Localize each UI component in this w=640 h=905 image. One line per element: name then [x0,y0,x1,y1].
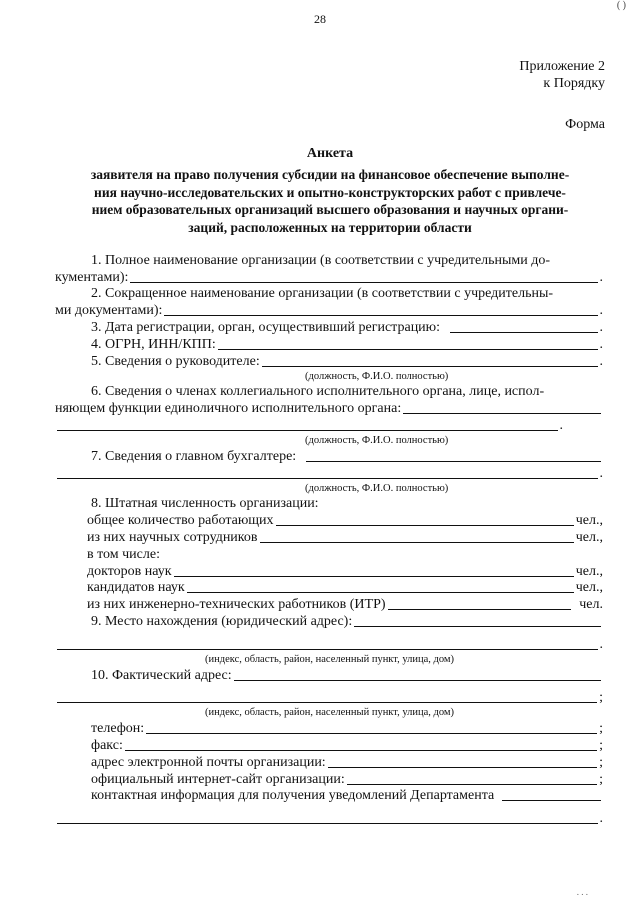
fill-line[interactable] [57,478,598,479]
item-label: из них инженерно-технических работников (ИТР) [87,597,386,613]
questionnaire-body [55,252,603,827]
item-label: факс: [91,737,123,753]
item-including [55,546,603,563]
item-label: няющем функции единоличного исполнительного органа: [55,401,402,417]
fill-line[interactable] [146,733,597,734]
accountant-field[interactable] [55,448,603,465]
board-field[interactable] [55,400,603,417]
legal-address-field[interactable] [55,613,603,630]
phone-field[interactable]: телефон: ; [91,721,603,737]
item-label: докторов наук [87,563,172,579]
unit-label: чел. [575,513,600,529]
item-label: 10. Фактический адрес: [91,667,232,683]
item-label: телефон: [91,721,145,737]
fill-line[interactable] [125,750,597,751]
fill-line[interactable] [262,366,598,367]
item-board [55,384,603,401]
unit-label: чел. [575,529,600,545]
item-label: ми документами): [55,303,163,319]
subtitle-line: заявителя на право получения субсидии на финансовое обеспечение выполне- [90,167,570,182]
item-label: 5. Сведения о руководителе: [91,353,260,369]
fill-line[interactable] [130,282,597,283]
fill-line[interactable] [57,823,598,824]
unit-label: чел. [579,597,603,613]
appendix-line1: Приложение 2 [519,59,605,74]
fill-line[interactable] [174,576,574,577]
caption-position: (должность, Ф.И.О. полностью) [305,482,449,494]
item-label: контактная информация для получения уведомлений Департамента [91,788,495,804]
fill-line[interactable] [276,525,574,526]
fill-line[interactable] [187,592,574,593]
director-field[interactable]: 5. Сведения о руководителе: . [91,353,603,369]
fill-line[interactable] [57,649,598,650]
item-label: из них научных сотрудников [87,529,258,545]
staff-total-field[interactable]: общее количество работающих чел. , [87,513,603,529]
item-label: 2. Сокращенное наименование организации (в соответствии с учредительны- [91,286,554,302]
caption-position: (должность, Ф.И.О. полностью) [305,434,449,446]
item-label: в том числе: [87,546,160,562]
fill-line[interactable] [403,413,601,414]
actual-address-field[interactable] [55,667,603,684]
fill-line[interactable] [164,315,597,316]
item-label: адрес электронной почты организации: [91,754,326,770]
form-label: Форма [565,117,605,132]
full-name-field[interactable]: кументами): . [55,269,603,285]
item-short-name [55,286,603,303]
item-label: 7. Сведения о главном бухгалтере: [91,448,297,464]
document-subtitle [55,166,605,236]
legal-address-field-cont[interactable]: . [55,636,603,653]
contact-field-cont[interactable]: . [55,810,603,827]
caption-address: (индекс, область, район, населенный пункт, улица, дом) [205,707,455,719]
registration-field[interactable]: 3. Дата регистрации, орган, осуществивший регистрацию: . [91,319,603,335]
unit-label: чел. [575,580,600,596]
item-label: официальный интернет-сайт организации: [91,771,345,787]
top-mark: ( ) [616,0,626,11]
staff-doctors-field[interactable]: докторов наук чел. , [87,563,603,579]
fill-line[interactable] [306,461,601,462]
item-staff [55,496,603,513]
accountant-field-cont[interactable]: . [55,465,603,482]
website-field[interactable]: официальный интернет-сайт организации: ; [91,771,603,787]
staff-itr-field[interactable] [55,596,603,613]
short-name-field[interactable]: ми документами): . [55,303,603,319]
subtitle-line: нием образовательных организаций высшего образования и научных органи- [91,202,569,217]
email-field[interactable]: адрес электронной почты организации: ; [91,754,603,770]
caption-position: (должность, Ф.И.О. полностью) [305,370,449,382]
item-label: кандидатов наук [87,580,185,596]
item-label: 8. Штатная численность организации: [91,496,319,512]
staff-scientists-field[interactable]: из них научных сотрудников чел. , [87,529,603,545]
item-label: 3. Дата регистрации, орган, осуществивший регистрацию: [91,319,441,335]
staff-candidates-field[interactable]: кандидатов наук чел. , [87,580,603,596]
fill-line[interactable] [354,626,601,627]
actual-address-field-cont[interactable]: ; [55,690,603,707]
fill-line[interactable] [218,349,598,350]
item-label: 6. Сведения о членах коллегиального исполнительного органа, лице, испол- [91,384,545,400]
fax-field[interactable]: факс: ; [91,737,603,753]
item-label: 4. ОГРН, ИНН/КПП: [91,336,216,352]
fill-line[interactable] [347,784,597,785]
fill-line[interactable] [57,702,597,703]
fill-line[interactable] [260,542,574,543]
item-label: 1. Полное наименование организации (в соответствии с учредительными до- [91,252,551,268]
bottom-mark: . . . [576,887,588,897]
fill-line[interactable] [450,332,597,333]
item-label: общее количество работающих [87,513,274,529]
ogrn-field[interactable]: 4. ОГРН, ИНН/КПП: . [91,336,603,352]
unit-label: чел. [575,563,600,579]
caption-address: (индекс, область, район, населенный пункт, улица, дом) [205,653,455,665]
subtitle-line: ния научно-исследовательских и опытно-конструкторских работ с привлече- [94,184,566,200]
subtitle-line: заций, расположенных на территории области [188,219,472,235]
contact-field[interactable] [55,788,603,805]
appendix-line2: к Порядку [543,76,605,91]
item-label: 9. Место нахождения (юридический адрес): [91,613,353,629]
item-label: кументами): [55,269,129,285]
document-title: Анкета [306,146,354,161]
appendix-header [519,58,605,92]
fill-line[interactable] [234,680,601,681]
fill-line[interactable] [57,430,558,431]
board-field-cont[interactable]: . [55,417,603,434]
item-full-name [55,252,603,269]
fill-line[interactable] [328,767,597,768]
fill-line[interactable] [388,609,572,610]
page-number: 28 [314,12,326,26]
fill-line[interactable] [502,800,601,801]
